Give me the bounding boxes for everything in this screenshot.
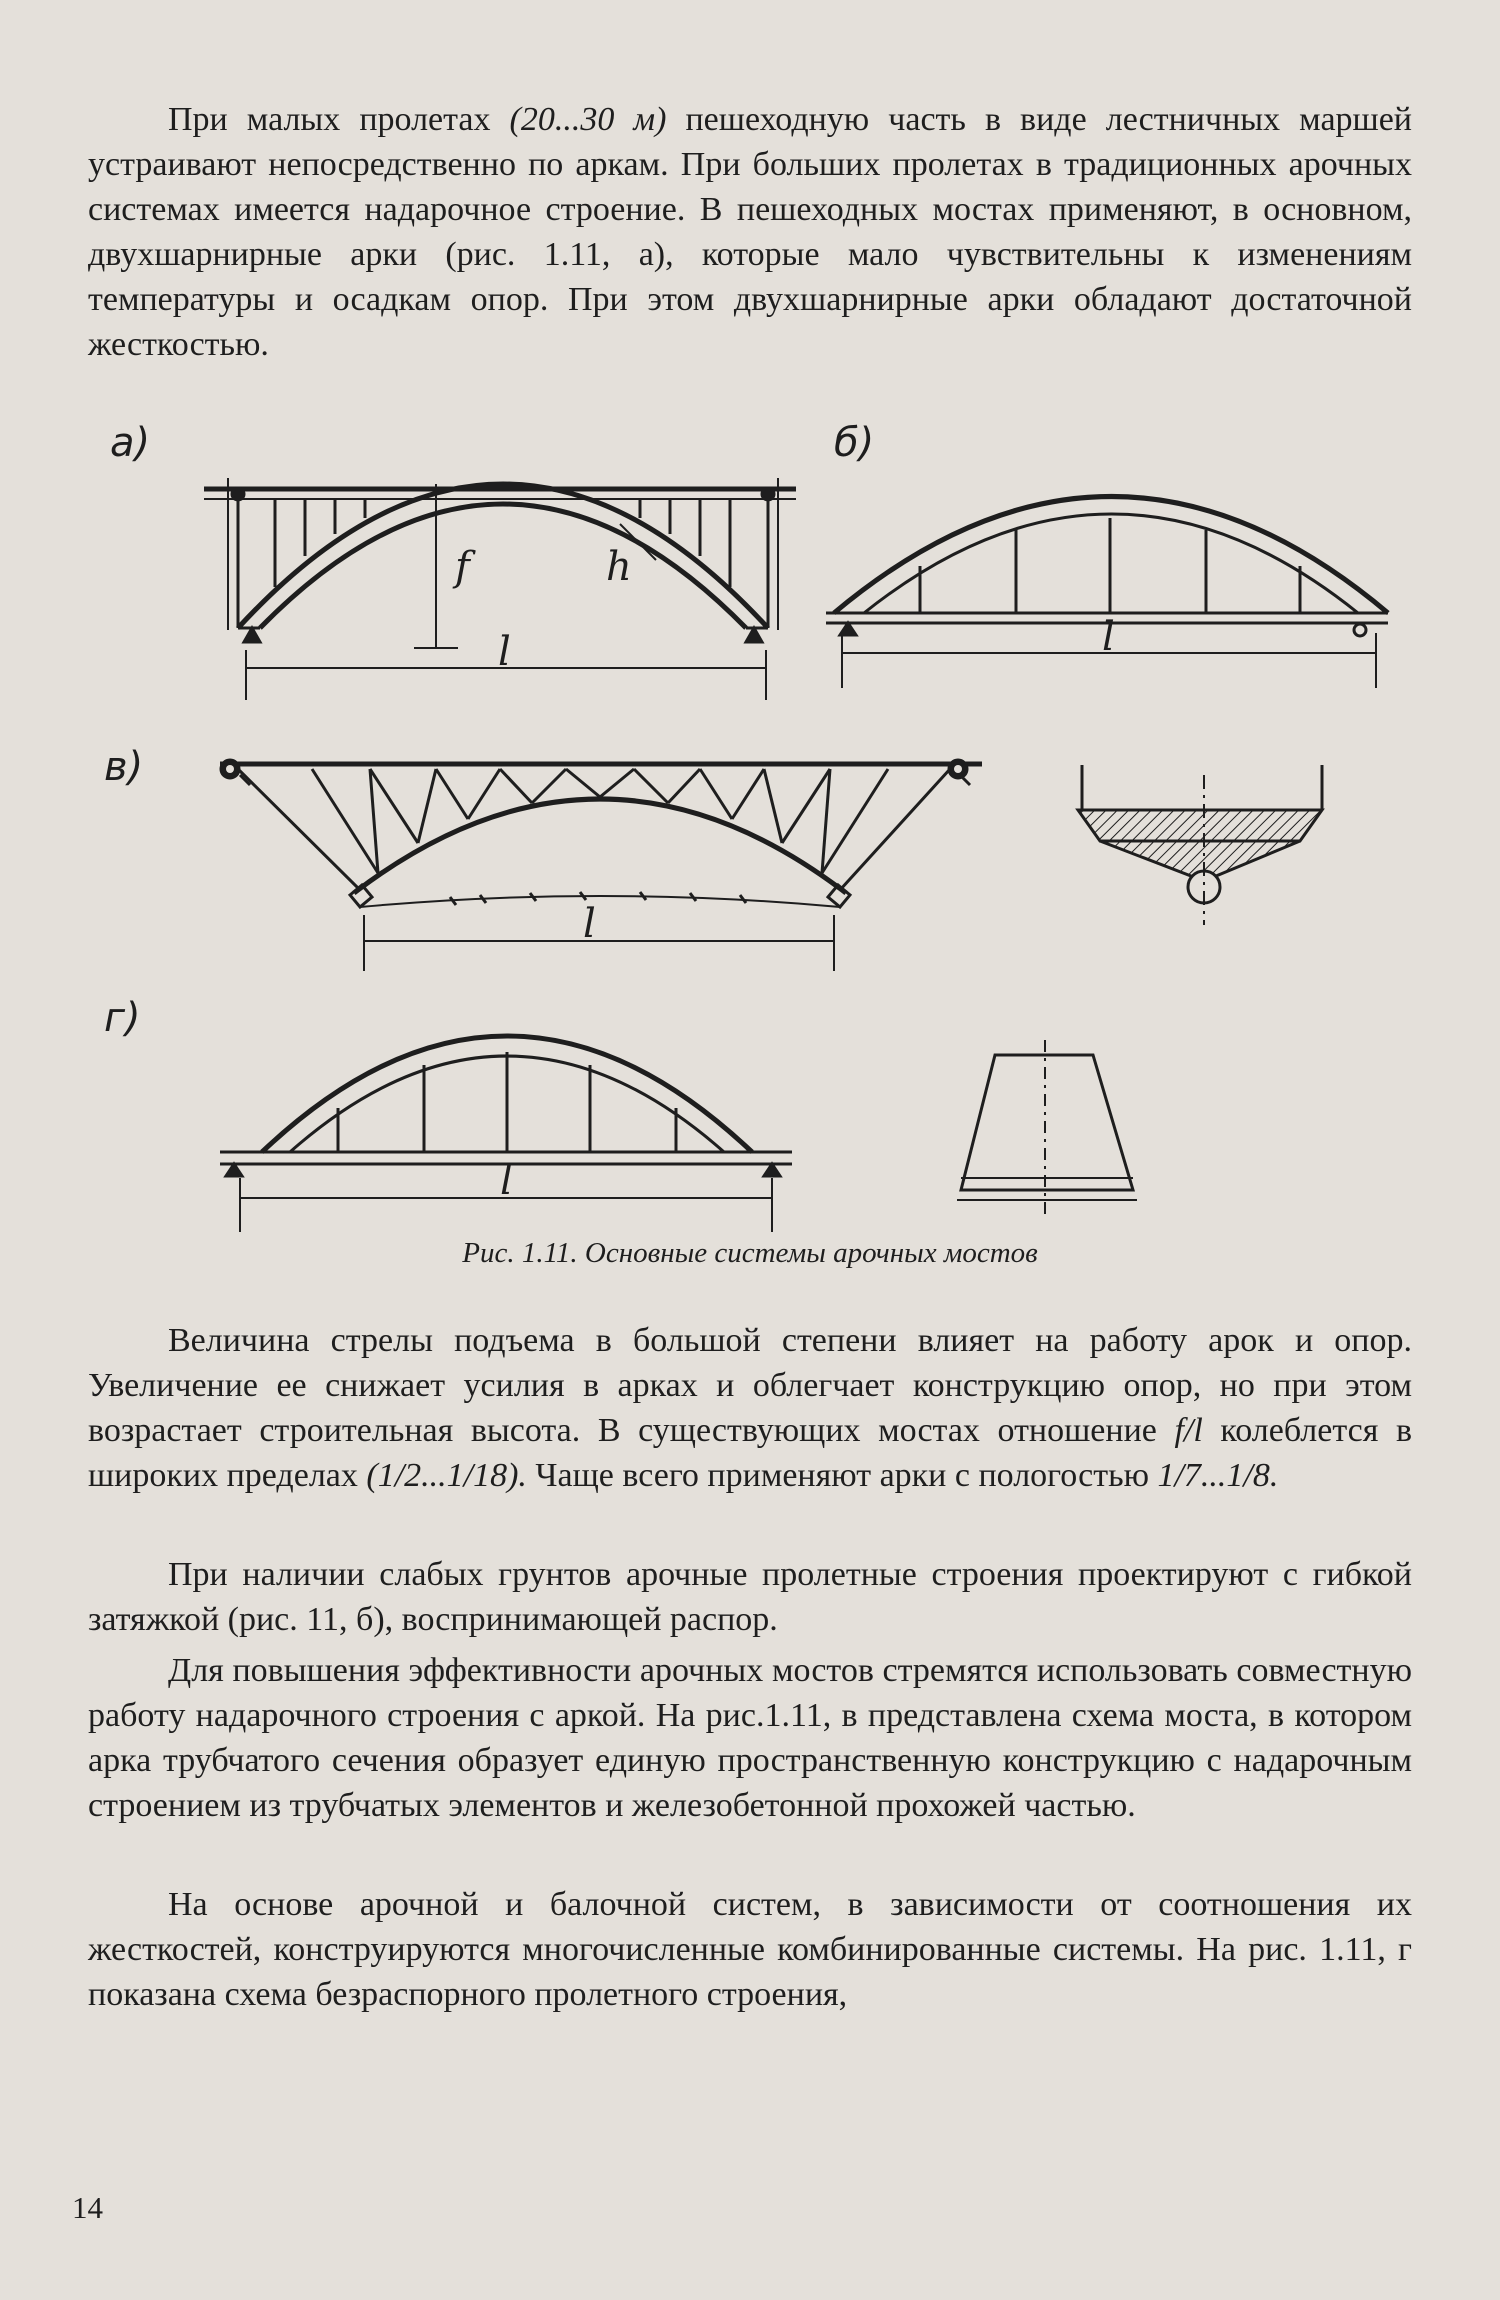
figure-label-v: в) (104, 744, 144, 790)
symbol-h: h (606, 544, 632, 590)
paragraph-2: Величина стрелы подъема в большой степени влияет на работу арок и опор. Увеличение ее снижает усилия в арках и облегчает конструкцию опор, но при этом возрастает строительная высота. В существующих мостах отношение f/l колеблется в широких пределах (1/2...1/18). Чаще всего применяют арки с пологостью 1/7...1/8. (88, 1322, 1412, 1494)
page-number: 14 (72, 2190, 103, 2225)
svg-text:l: l (500, 1158, 513, 1204)
figure-label-a: а) (110, 420, 151, 466)
symbol-f: f (455, 544, 470, 590)
diagram-g-combined-system (200, 1010, 820, 1240)
diagram-v-cross-section (1060, 765, 1330, 925)
diagram-a-two-hinged-arch (200, 470, 820, 720)
diagram-g-cross-section (955, 1040, 1155, 1220)
figure-label-b: б) (834, 420, 875, 466)
paragraph-1: При малых пролетах (20...30 м) пешеходную часть в виде лестничных маршей устраивают непосредственно по аркам. При больших пролетах в традиционных арочных системах имеется надарочное строение. В пешеходных мостах применяют, в основном, двухшарнирные арки (рис. 1.11, а), которые мало чувствительны к изменениям температуры и осадкам опор. При этом двухшарнирные арки обладают достаточной жесткостью. (88, 101, 1413, 363)
paragraph-4: Для повышения эффективности арочных мостов стремятся использовать совместную работу надарочного строения с аркой. На рис.1.11, в представлена схема моста, в котором арка трубчатого сечения образует единую пространственную конструкцию с надарочным строением из трубчатых элементов и железобетонной прохожей частью. (88, 1652, 1412, 1824)
paragraph-3: При наличии слабых грунтов арочные пролетные строения проектируют с гибкой затяжкой (рис. 11, б), воспринимающей распор. (88, 1556, 1412, 1638)
figure-label-g: г) (104, 995, 141, 1041)
svg-text:l: l (583, 901, 596, 947)
svg-text:l: l (1102, 614, 1115, 660)
diagram-v-arch-with-truss (200, 745, 1000, 975)
paragraph-5: На основе арочной и балочной систем, в зависимости от соотношения их жесткостей, конструируются многочисленные комбинированные системы. На рис. 1.11, г показана схема безраспорного пролетного строения, (88, 1886, 1412, 2013)
symbol-l: l (498, 629, 511, 675)
figure-caption: Рис. 1.11. Основные системы арочных мостов (462, 1237, 1038, 1269)
diagram-b-tied-arch (820, 470, 1420, 710)
